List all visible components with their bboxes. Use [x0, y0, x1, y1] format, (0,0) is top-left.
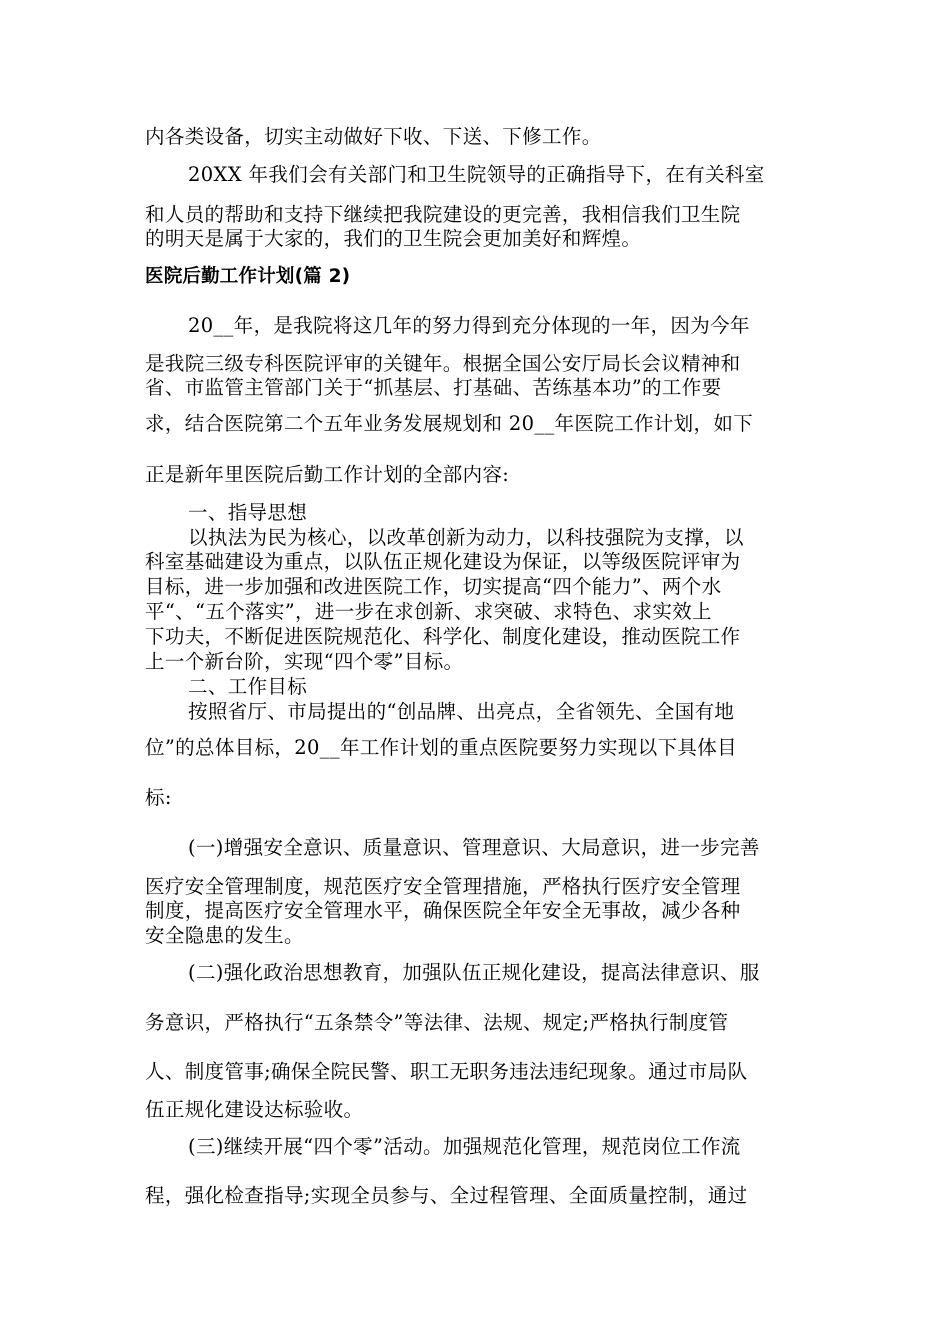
- paragraph-line: 下功夫，不断促进医院规范化、科学化、制度化建设，推动医院工作: [145, 625, 741, 648]
- paragraph-line: 伍正规化建设达标验收。: [145, 1098, 364, 1121]
- paragraph-line: 求，结合医院第二个五年业务发展规划和 20__年医院工作计划，如下: [145, 412, 754, 435]
- paragraph-line: 20XX 年我们会有关部门和卫生院领导的正确指导下，在有关科室: [188, 163, 765, 186]
- paragraph-line: 科室基础建设为重点，以队伍正规化建设为保证，以等级医院评审为: [145, 550, 741, 573]
- subheading: 二、工作目标: [188, 675, 308, 698]
- paragraph-line: 20__年，是我院将这几年的努力得到充分体现的一年，因为今年: [188, 314, 750, 337]
- paragraph-line: (一)增强安全意识、质量意识、管理意识、大局意识，进一步完善: [188, 836, 760, 859]
- paragraph-line: 上一个新台阶，实现“四个零”目标。: [145, 650, 464, 673]
- paragraph-line: 省、市监管主管部门关于“抓基层、打基础、苦练基本功”的工作要: [145, 376, 722, 399]
- paragraph-line: 标:: [145, 786, 172, 809]
- paragraph-line: 正是新年里医院后勤工作计划的全部内容:: [145, 463, 510, 486]
- paragraph-line: 位”的总体目标，20__年工作计划的重点医院要努力实现以下具体目: [145, 736, 737, 759]
- paragraph-line: 制度，提高医疗安全管理水平，确保医院全年安全无事故，减少各种: [145, 899, 741, 922]
- paragraph-line: 务意识，严格执行“五条禁令”等法律、法规、规定;严格执行制度管: [145, 1011, 729, 1034]
- paragraph-line: 内各类设备，切实主动做好下收、下送、下修工作。: [145, 125, 602, 148]
- subheading: 一、指导思想: [188, 501, 308, 524]
- paragraph-line: 以执法为民为核心，以改革创新为动力，以科技强院为支撑，以: [188, 526, 744, 549]
- paragraph-line: 程，强化检查指导;实现全员参与、全过程管理、全面质量控制，通过: [145, 1184, 748, 1207]
- paragraph-line: 的明天是属于大家的，我们的卫生院会更加美好和辉煌。: [145, 227, 642, 250]
- paragraph-line: 目标，进一步加强和改进医院工作，切实提高“四个能力”、两个水: [145, 575, 722, 598]
- paragraph-line: 和人员的帮助和支持下继续把我院建设的更完善，我相信我们卫生院: [145, 203, 741, 226]
- paragraph-line: 人、制度管事;确保全院民警、职工无职务违法违纪现象。通过市局队: [145, 1060, 748, 1083]
- paragraph-line: 是我院三级专科医院评审的关键年。根据全国公安厅局长会议精神和: [145, 352, 741, 375]
- paragraph-line: (三)继续开展“四个零”活动。加强规范化管理，规范岗位工作流: [188, 1135, 741, 1158]
- paragraph-line: 按照省厅、市局提出的“创品牌、出亮点，全省领先、全国有地: [188, 700, 735, 723]
- paragraph-line: (二)强化政治思想教育，加强队伍正规化建设，提高法律意识、服: [188, 961, 760, 984]
- paragraph-line: 医疗安全管理制度，规范医疗安全管理措施，严格执行医疗安全管理: [145, 875, 741, 898]
- section-heading: 医院后勤工作计划(篇 2): [145, 266, 351, 287]
- paragraph-line: 平“、“五个落实”，进一步在求创新、求突破、求特色、求实效上: [145, 600, 712, 623]
- paragraph-line: 安全隐患的发生。: [145, 924, 304, 947]
